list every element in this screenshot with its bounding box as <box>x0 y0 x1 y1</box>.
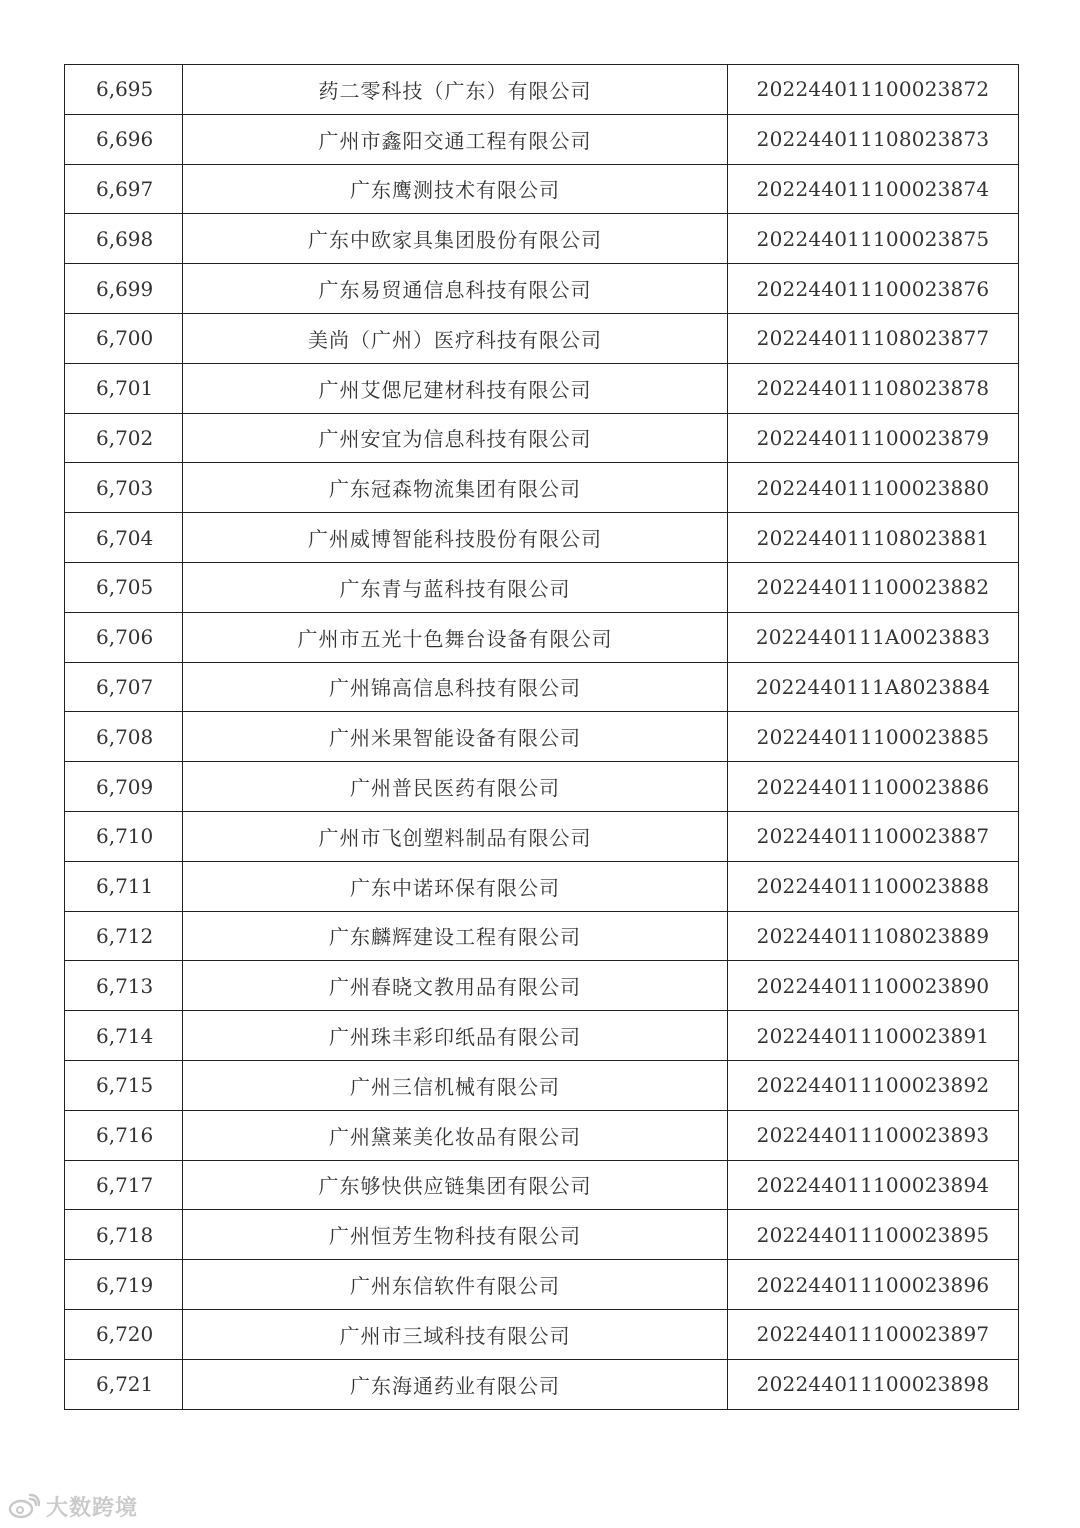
company-name: 广东冠森物流集团有限公司 <box>183 463 728 513</box>
company-name: 广州安宜为信息科技有限公司 <box>183 413 728 463</box>
company-name: 广东中诺环保有限公司 <box>183 861 728 911</box>
row-number: 6,698 <box>65 214 183 264</box>
table-row <box>65 114 1019 164</box>
row-number: 6,707 <box>65 662 183 712</box>
table-row <box>65 762 1019 812</box>
registration-code: 202244011100023893 <box>728 1110 1019 1160</box>
table-row <box>65 712 1019 762</box>
row-number: 6,720 <box>65 1309 183 1359</box>
company-name: 广东易贸通信息科技有限公司 <box>183 264 728 314</box>
registration-code: 202244011100023887 <box>728 811 1019 861</box>
row-number: 6,715 <box>65 1060 183 1110</box>
company-name: 广州威博智能科技股份有限公司 <box>183 513 728 563</box>
table-row <box>65 1210 1019 1260</box>
company-name: 广州普民医药有限公司 <box>183 762 728 812</box>
company-name: 广州珠丰彩印纸品有限公司 <box>183 1011 728 1061</box>
table-row <box>65 164 1019 214</box>
company-name: 广州春晓文教用品有限公司 <box>183 961 728 1011</box>
company-name: 广东够快供应链集团有限公司 <box>183 1160 728 1210</box>
table-row <box>65 463 1019 513</box>
table-row <box>65 1260 1019 1310</box>
registration-code: 202244011100023898 <box>728 1359 1019 1409</box>
registration-code: 202244011100023874 <box>728 164 1019 214</box>
company-table-container <box>64 64 1016 1410</box>
company-name: 广州市飞创塑料制品有限公司 <box>183 811 728 861</box>
table-row <box>65 612 1019 662</box>
registration-code: 2022440111A0023883 <box>728 612 1019 662</box>
table-row <box>65 65 1019 115</box>
company-name: 广州市鑫阳交通工程有限公司 <box>183 114 728 164</box>
table-row <box>65 662 1019 712</box>
watermark <box>8 1486 138 1526</box>
table-row <box>65 562 1019 612</box>
row-number: 6,703 <box>65 463 183 513</box>
company-name: 广东中欧家具集团股份有限公司 <box>183 214 728 264</box>
table-row <box>65 1309 1019 1359</box>
table-row <box>65 1110 1019 1160</box>
row-number: 6,711 <box>65 861 183 911</box>
row-number: 6,697 <box>65 164 183 214</box>
registration-code: 202244011108023889 <box>728 911 1019 961</box>
company-name: 广州黛莱美化妆品有限公司 <box>183 1110 728 1160</box>
registration-code: 202244011108023878 <box>728 363 1019 413</box>
company-name: 广州东信软件有限公司 <box>183 1260 728 1310</box>
company-name: 广州市五光十色舞台设备有限公司 <box>183 612 728 662</box>
row-number: 6,702 <box>65 413 183 463</box>
registration-code: 202244011100023876 <box>728 264 1019 314</box>
registration-code: 202244011100023890 <box>728 961 1019 1011</box>
registration-code: 202244011100023888 <box>728 861 1019 911</box>
registration-code: 202244011100023886 <box>728 762 1019 812</box>
row-number: 6,696 <box>65 114 183 164</box>
registration-code: 202244011100023885 <box>728 712 1019 762</box>
registration-code: 2022440111A8023884 <box>728 662 1019 712</box>
registration-code: 202244011100023894 <box>728 1160 1019 1210</box>
row-number: 6,695 <box>65 65 183 115</box>
company-table-body <box>65 65 1019 1410</box>
row-number: 6,719 <box>65 1260 183 1310</box>
registration-code: 202244011100023891 <box>728 1011 1019 1061</box>
table-row <box>65 413 1019 463</box>
row-number: 6,710 <box>65 811 183 861</box>
registration-code: 202244011100023872 <box>728 65 1019 115</box>
company-name: 美尚（广州）医疗科技有限公司 <box>183 313 728 363</box>
row-number: 6,700 <box>65 313 183 363</box>
table-row <box>65 911 1019 961</box>
table-row <box>65 961 1019 1011</box>
table-row <box>65 861 1019 911</box>
row-number: 6,716 <box>65 1110 183 1160</box>
company-name: 广州锦高信息科技有限公司 <box>183 662 728 712</box>
row-number: 6,721 <box>65 1359 183 1409</box>
table-row <box>65 313 1019 363</box>
registration-code: 202244011108023881 <box>728 513 1019 563</box>
registration-code: 202244011108023873 <box>728 114 1019 164</box>
row-number: 6,705 <box>65 562 183 612</box>
company-name: 广州米果智能设备有限公司 <box>183 712 728 762</box>
company-table <box>64 64 1019 1410</box>
table-row <box>65 1060 1019 1110</box>
row-number: 6,709 <box>65 762 183 812</box>
table-row <box>65 1359 1019 1409</box>
row-number: 6,717 <box>65 1160 183 1210</box>
watermark-text: 大数跨境 <box>46 1495 139 1521</box>
row-number: 6,699 <box>65 264 183 314</box>
row-number: 6,714 <box>65 1011 183 1061</box>
registration-code: 202244011100023897 <box>728 1309 1019 1359</box>
row-number: 6,713 <box>65 961 183 1011</box>
company-name: 广东麟辉建设工程有限公司 <box>183 911 728 961</box>
weibo-logo-icon <box>8 1493 40 1519</box>
row-number: 6,708 <box>65 712 183 762</box>
table-row <box>65 1011 1019 1061</box>
table-row <box>65 363 1019 413</box>
registration-code: 202244011100023879 <box>728 413 1019 463</box>
table-row <box>65 214 1019 264</box>
registration-code: 202244011100023896 <box>728 1260 1019 1310</box>
row-number: 6,718 <box>65 1210 183 1260</box>
registration-code: 202244011100023895 <box>728 1210 1019 1260</box>
registration-code: 202244011100023875 <box>728 214 1019 264</box>
company-name: 广州三信机械有限公司 <box>183 1060 728 1110</box>
row-number: 6,712 <box>65 911 183 961</box>
registration-code: 202244011100023892 <box>728 1060 1019 1110</box>
row-number: 6,706 <box>65 612 183 662</box>
company-name: 广州艾偲尼建材科技有限公司 <box>183 363 728 413</box>
registration-code: 202244011100023882 <box>728 562 1019 612</box>
registration-code: 202244011108023877 <box>728 313 1019 363</box>
company-name: 药二零科技（广东）有限公司 <box>183 65 728 115</box>
table-row <box>65 811 1019 861</box>
company-name: 广州市三域科技有限公司 <box>183 1309 728 1359</box>
table-row <box>65 513 1019 563</box>
registration-code: 202244011100023880 <box>728 463 1019 513</box>
company-name: 广东海通药业有限公司 <box>183 1359 728 1409</box>
row-number: 6,701 <box>65 363 183 413</box>
company-name: 广东鹰测技术有限公司 <box>183 164 728 214</box>
table-row <box>65 1160 1019 1210</box>
row-number: 6,704 <box>65 513 183 563</box>
company-name: 广东青与蓝科技有限公司 <box>183 562 728 612</box>
company-name: 广州恒芳生物科技有限公司 <box>183 1210 728 1260</box>
table-row <box>65 264 1019 314</box>
